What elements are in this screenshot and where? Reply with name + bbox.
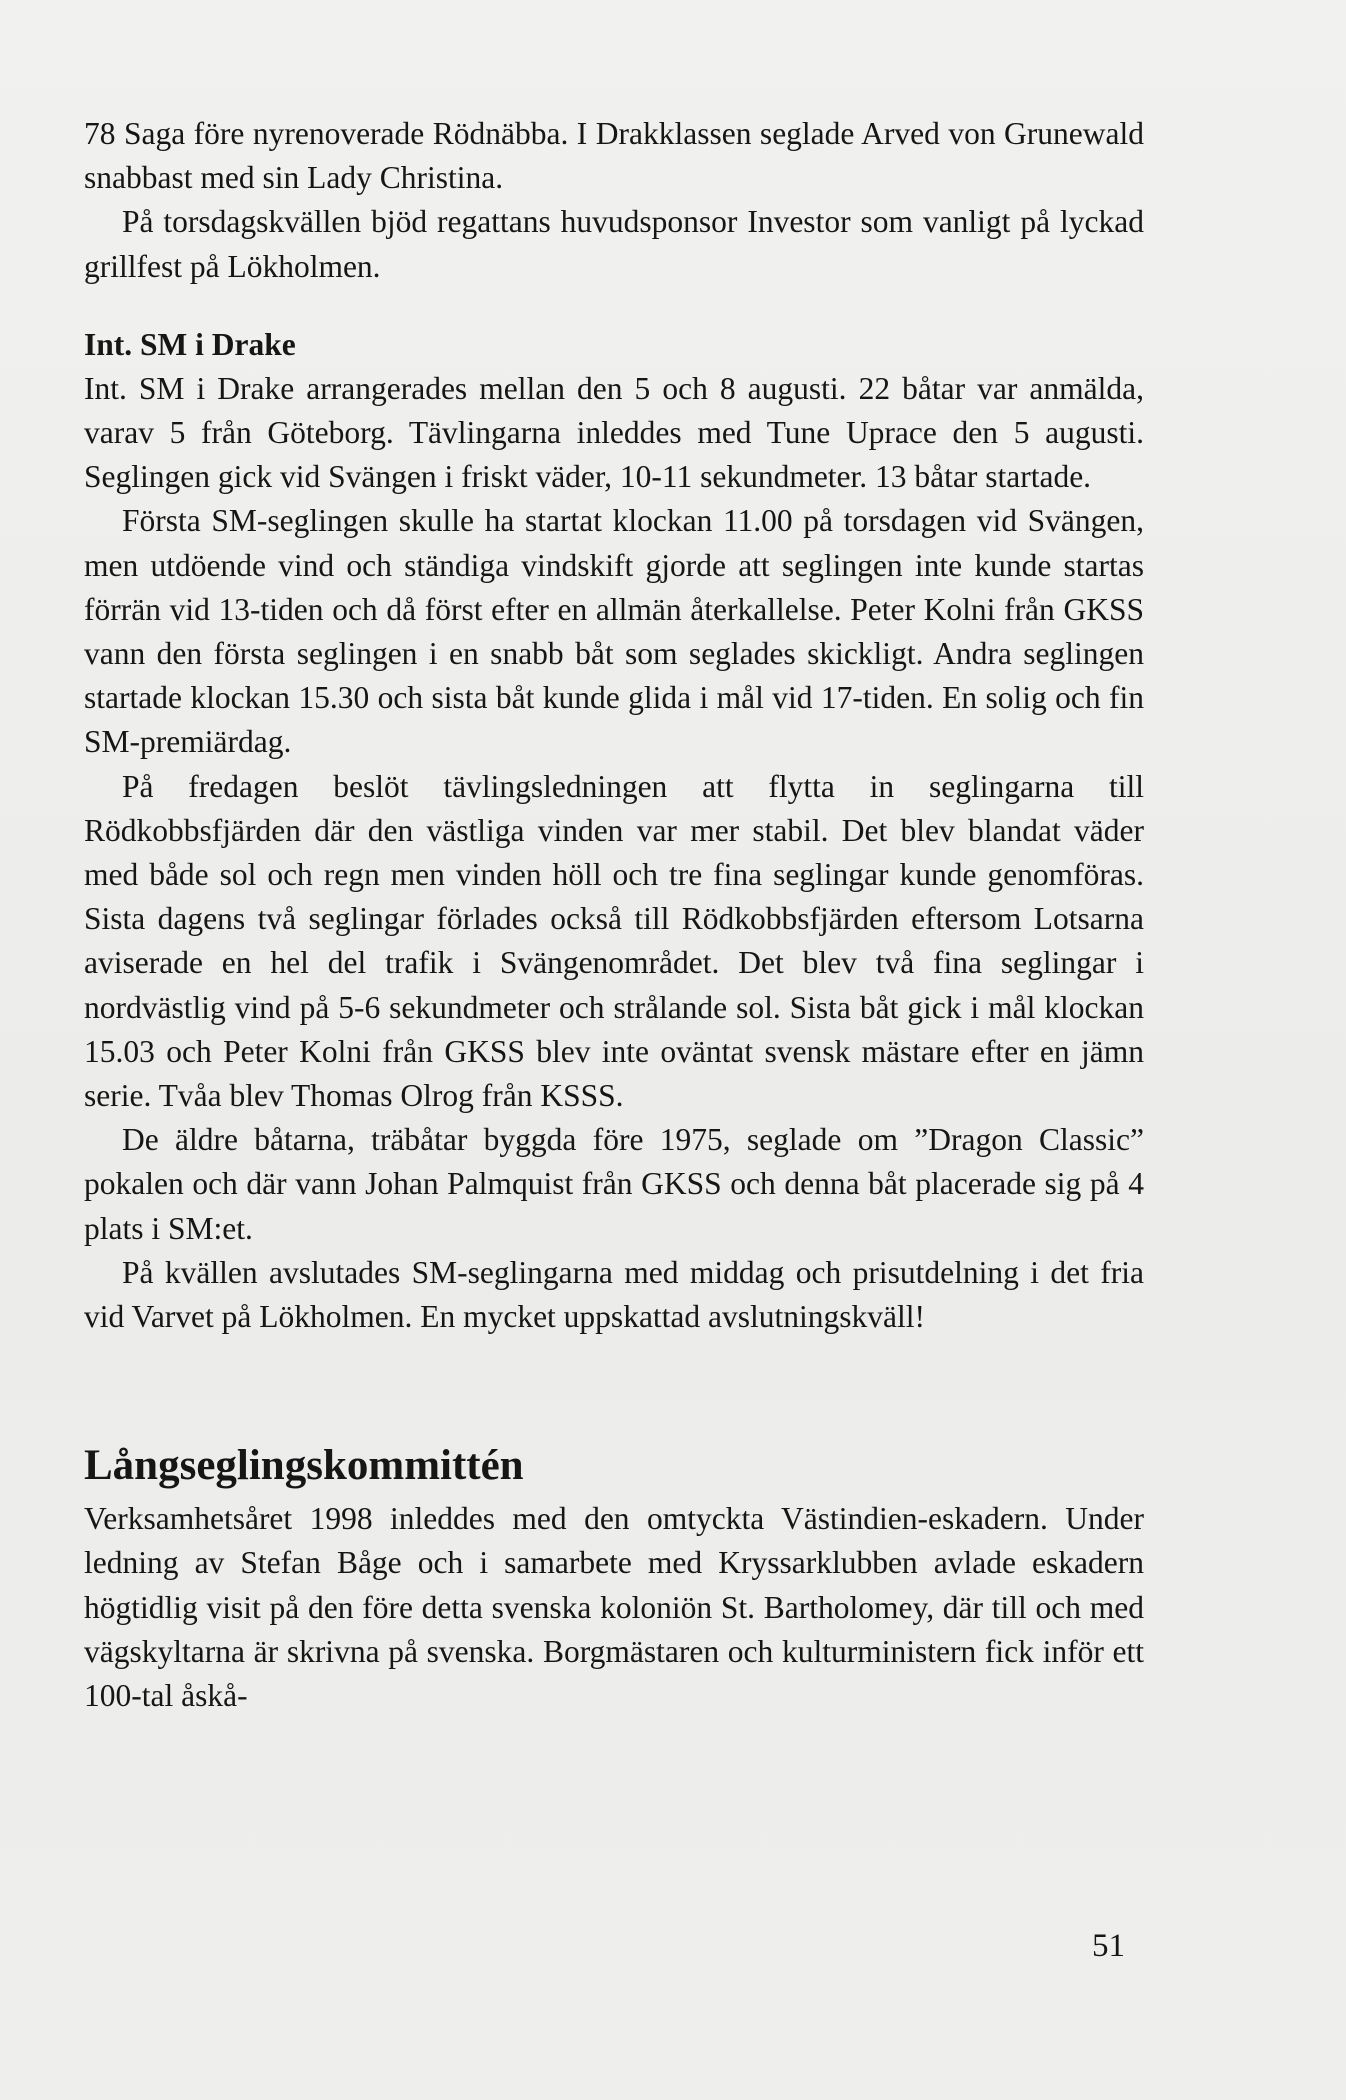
body-paragraph: 78 Saga före nyrenoverade Rödnäbba. I Drakklassen seglade Arved von Grunewald snabbast med sin Lady Christina.: [84, 116, 1144, 196]
body-paragraph: Första SM-seglingen skulle ha startat klockan 11.00 på torsdagen vid Svängen, men utdöende vind och ständiga vindskift gjorde att seglingen inte kunde startas förrän vid 13-tiden och då först efter en allmän återkallelse. Peter Kolni från GKSS vann den första seglingen i en snabb båt som seglades skickligt. Andra seglingen startade klockan 15.30 och sista båt kunde glida i mål vid 17-tiden. En solig och fin SM-premiärdag.: [84, 503, 1144, 760]
page-number: 51: [1092, 1928, 1125, 1964]
body-paragraph: De äldre båtarna, träbåtar byggda före 1975, seglade om ”Dragon Classic” pokalen och där vann Johan Palmquist från GKSS och denna båt placerade sig på 4 plats i SM:et.: [84, 1122, 1144, 1246]
section-subheading: Int. SM i Drake: [84, 326, 296, 362]
body-paragraph: Verksamhetsåret 1998 inleddes med den omtyckta Västindien-eskadern. Under ledning av Stefan Båge och i samarbete med Kryssarklubben avlade eskadern högtidlig visit på den före detta svenska koloniön St. Bartholomey, där till och med vägskyltarna är skrivna på svenska. Borgmästaren och kulturministern fick inför ett 100-tal åskå-: [84, 1501, 1144, 1714]
body-paragraph: På kvällen avslutades SM-seglingarna med middag och prisutdelning i det fria vid Varvet på Lökholmen. En mycket uppskattad avslutningskväll!: [84, 1254, 1144, 1335]
text-column: [84, 112, 1144, 1718]
body-paragraph: Int. SM i Drake arrangerades mellan den 5 och 8 augusti. 22 båtar var anmälda, varav 5 från Göteborg. Tävlingarna inleddes med Tune Uprace den 5 augusti. Seglingen gick vid Svängen i friskt väder, 10-11 sekundmeter. 13 båtar startade.: [84, 370, 1144, 495]
section-heading: Långseglingskommittén: [84, 1442, 524, 1490]
body-paragraph: På torsdagskvällen bjöd regattans huvudsponsor Investor som vanligt på lyckad grillfest på Lökholmen.: [84, 204, 1144, 284]
body-paragraph: På fredagen beslöt tävlingsledningen att flytta in seglingarna till Rödkobbsfjärden där den västliga vinden var mer stabil. Det blev blandat väder med både sol och regn men vinden höll och tre fina seglingar kunde genomföras. Sista dagens två seglingar förlades också till Rödkobbsfjärden eftersom Lotsarna aviserade en hel del trafik i Svängenområdet. Det blev två fina seglingar i nordvästlig vind på 5-6 sekundmeter och strålande sol. Sista båt gick i mål klockan 15.03 och Peter Kolni från GKSS blev inte oväntat svensk mästare efter en jämn serie. Tvåa blev Thomas Olrog från KSSS.: [84, 768, 1144, 1114]
